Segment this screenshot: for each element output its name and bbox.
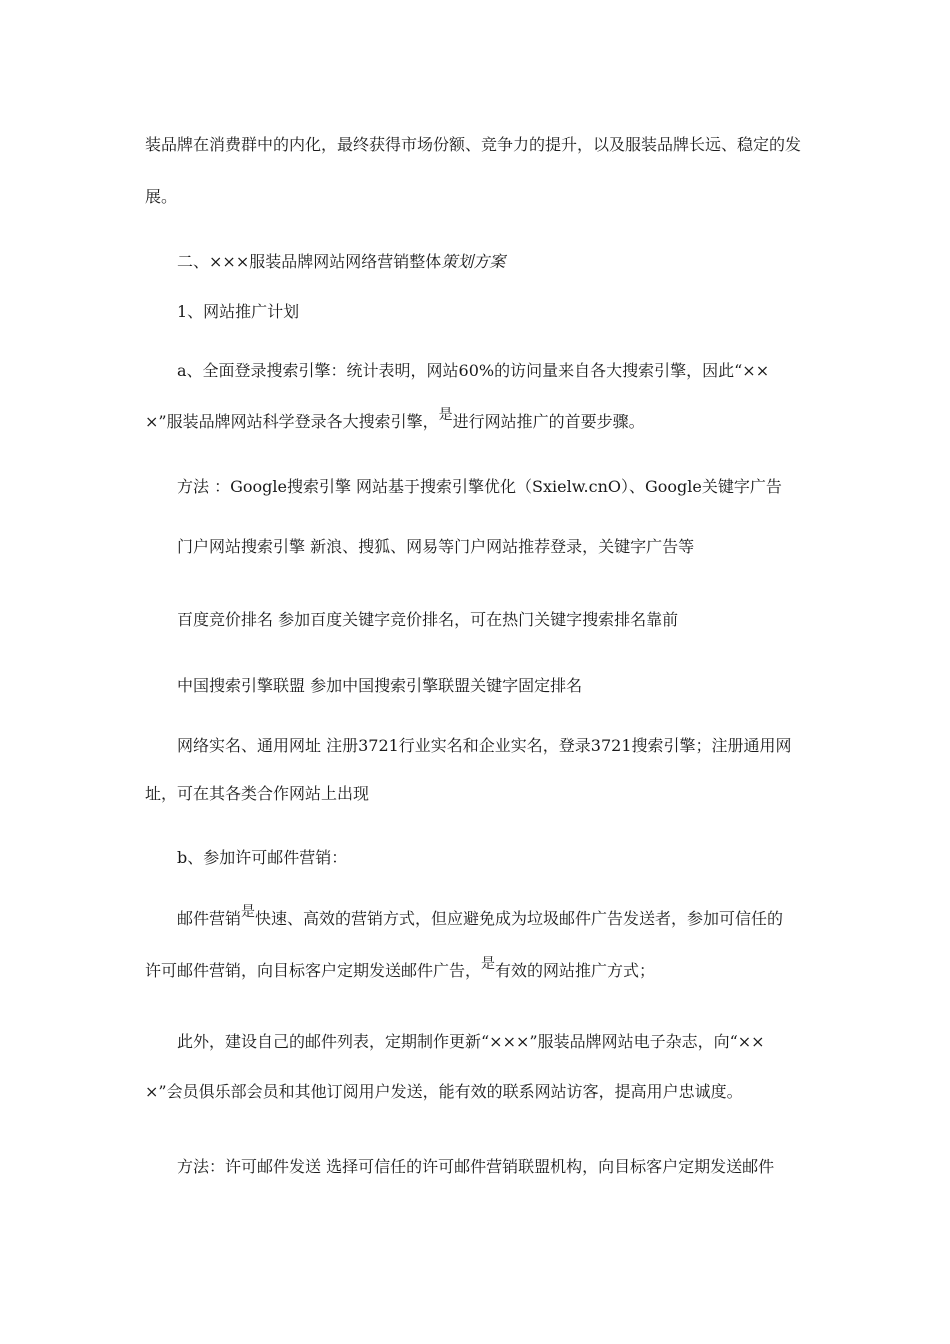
raised-char: 是 [241,904,256,920]
email-line-1-text-b: 快速、高效的营销方式，但应避免成为垃圾邮件广告发送者，参加可信任的 [255,909,784,928]
item-b-title: b、参加许可邮件营销： [177,848,348,867]
item-a-line-2 [145,407,645,433]
section-2-title-italic: 策划方案 [441,252,506,271]
item-a-line-2-text-b: 进行网站推广的首要步骤。 [452,412,645,431]
item-a-line-1: a、全面登录搜索引擎：统计表明，网站60%的访问量来自各大搜索引擎，因此“×× [177,361,770,380]
raised-char: 是 [438,407,453,423]
baidu-ranking: 百度竞价排名 参加百度关键字竞价排名，可在热门关键字搜索排名靠前 [177,610,679,629]
email-line-2-text-a: 许可邮件营销，向目标客户定期发送邮件广告， [145,961,482,980]
email-line-1 [177,904,784,930]
email-line-1-text-a: 邮件营销 [177,909,242,928]
realname-line-1: 网络实名、通用网址 注册3721行业实名和企业实名，登录3721搜索引擎；注册通用网 [177,736,792,755]
besides-line-2: ×”会员俱乐部会员和其他订阅用户发送，能有效的联系网站访客，提高用户忠诚度。 [145,1082,743,1101]
subsection-1-title: 1、网站推广计划 [177,302,300,321]
intro-line-2: 展。 [145,187,178,206]
raised-char: 是 [481,956,496,972]
section-2-title-main: 二、×××服装品牌网站网络营销整体 [177,252,442,271]
besides-line-1: 此外，建设自己的邮件列表，定期制作更新“×××”服装品牌网站电子杂志，向“×× [177,1032,765,1051]
portal-search: 门户网站搜索引擎 新浪、搜狐、网易等门户网站推荐登录，关键字广告等 [177,537,695,556]
email-line-2-text-b: 有效的网站推广方式； [495,961,656,980]
email-line-2 [145,956,656,982]
section-2-title [177,252,505,272]
item-a-line-2-text-a: ×”服装品牌网站科学登录各大搜索引擎， [145,412,439,431]
realname-line-2: 址，可在其各类合作网站上出现 [145,784,370,803]
intro-line-1: 装品牌在消费群中的内化，最终获得市场份额、竞争力的提升，以及服装品牌长远、稳定的发 [145,135,802,154]
method-google: 方法 ：Google搜索引擎 网站基于搜索引擎优化（Sxielw.cnO）、Google关键字广告 [177,477,782,496]
method-email: 方法：许可邮件发送 选择可信任的许可邮件营销联盟机构，向目标客户定期发送邮件 [177,1157,775,1176]
china-search-alliance: 中国搜索引擎联盟 参加中国搜索引擎联盟关键字固定排名 [177,676,583,695]
